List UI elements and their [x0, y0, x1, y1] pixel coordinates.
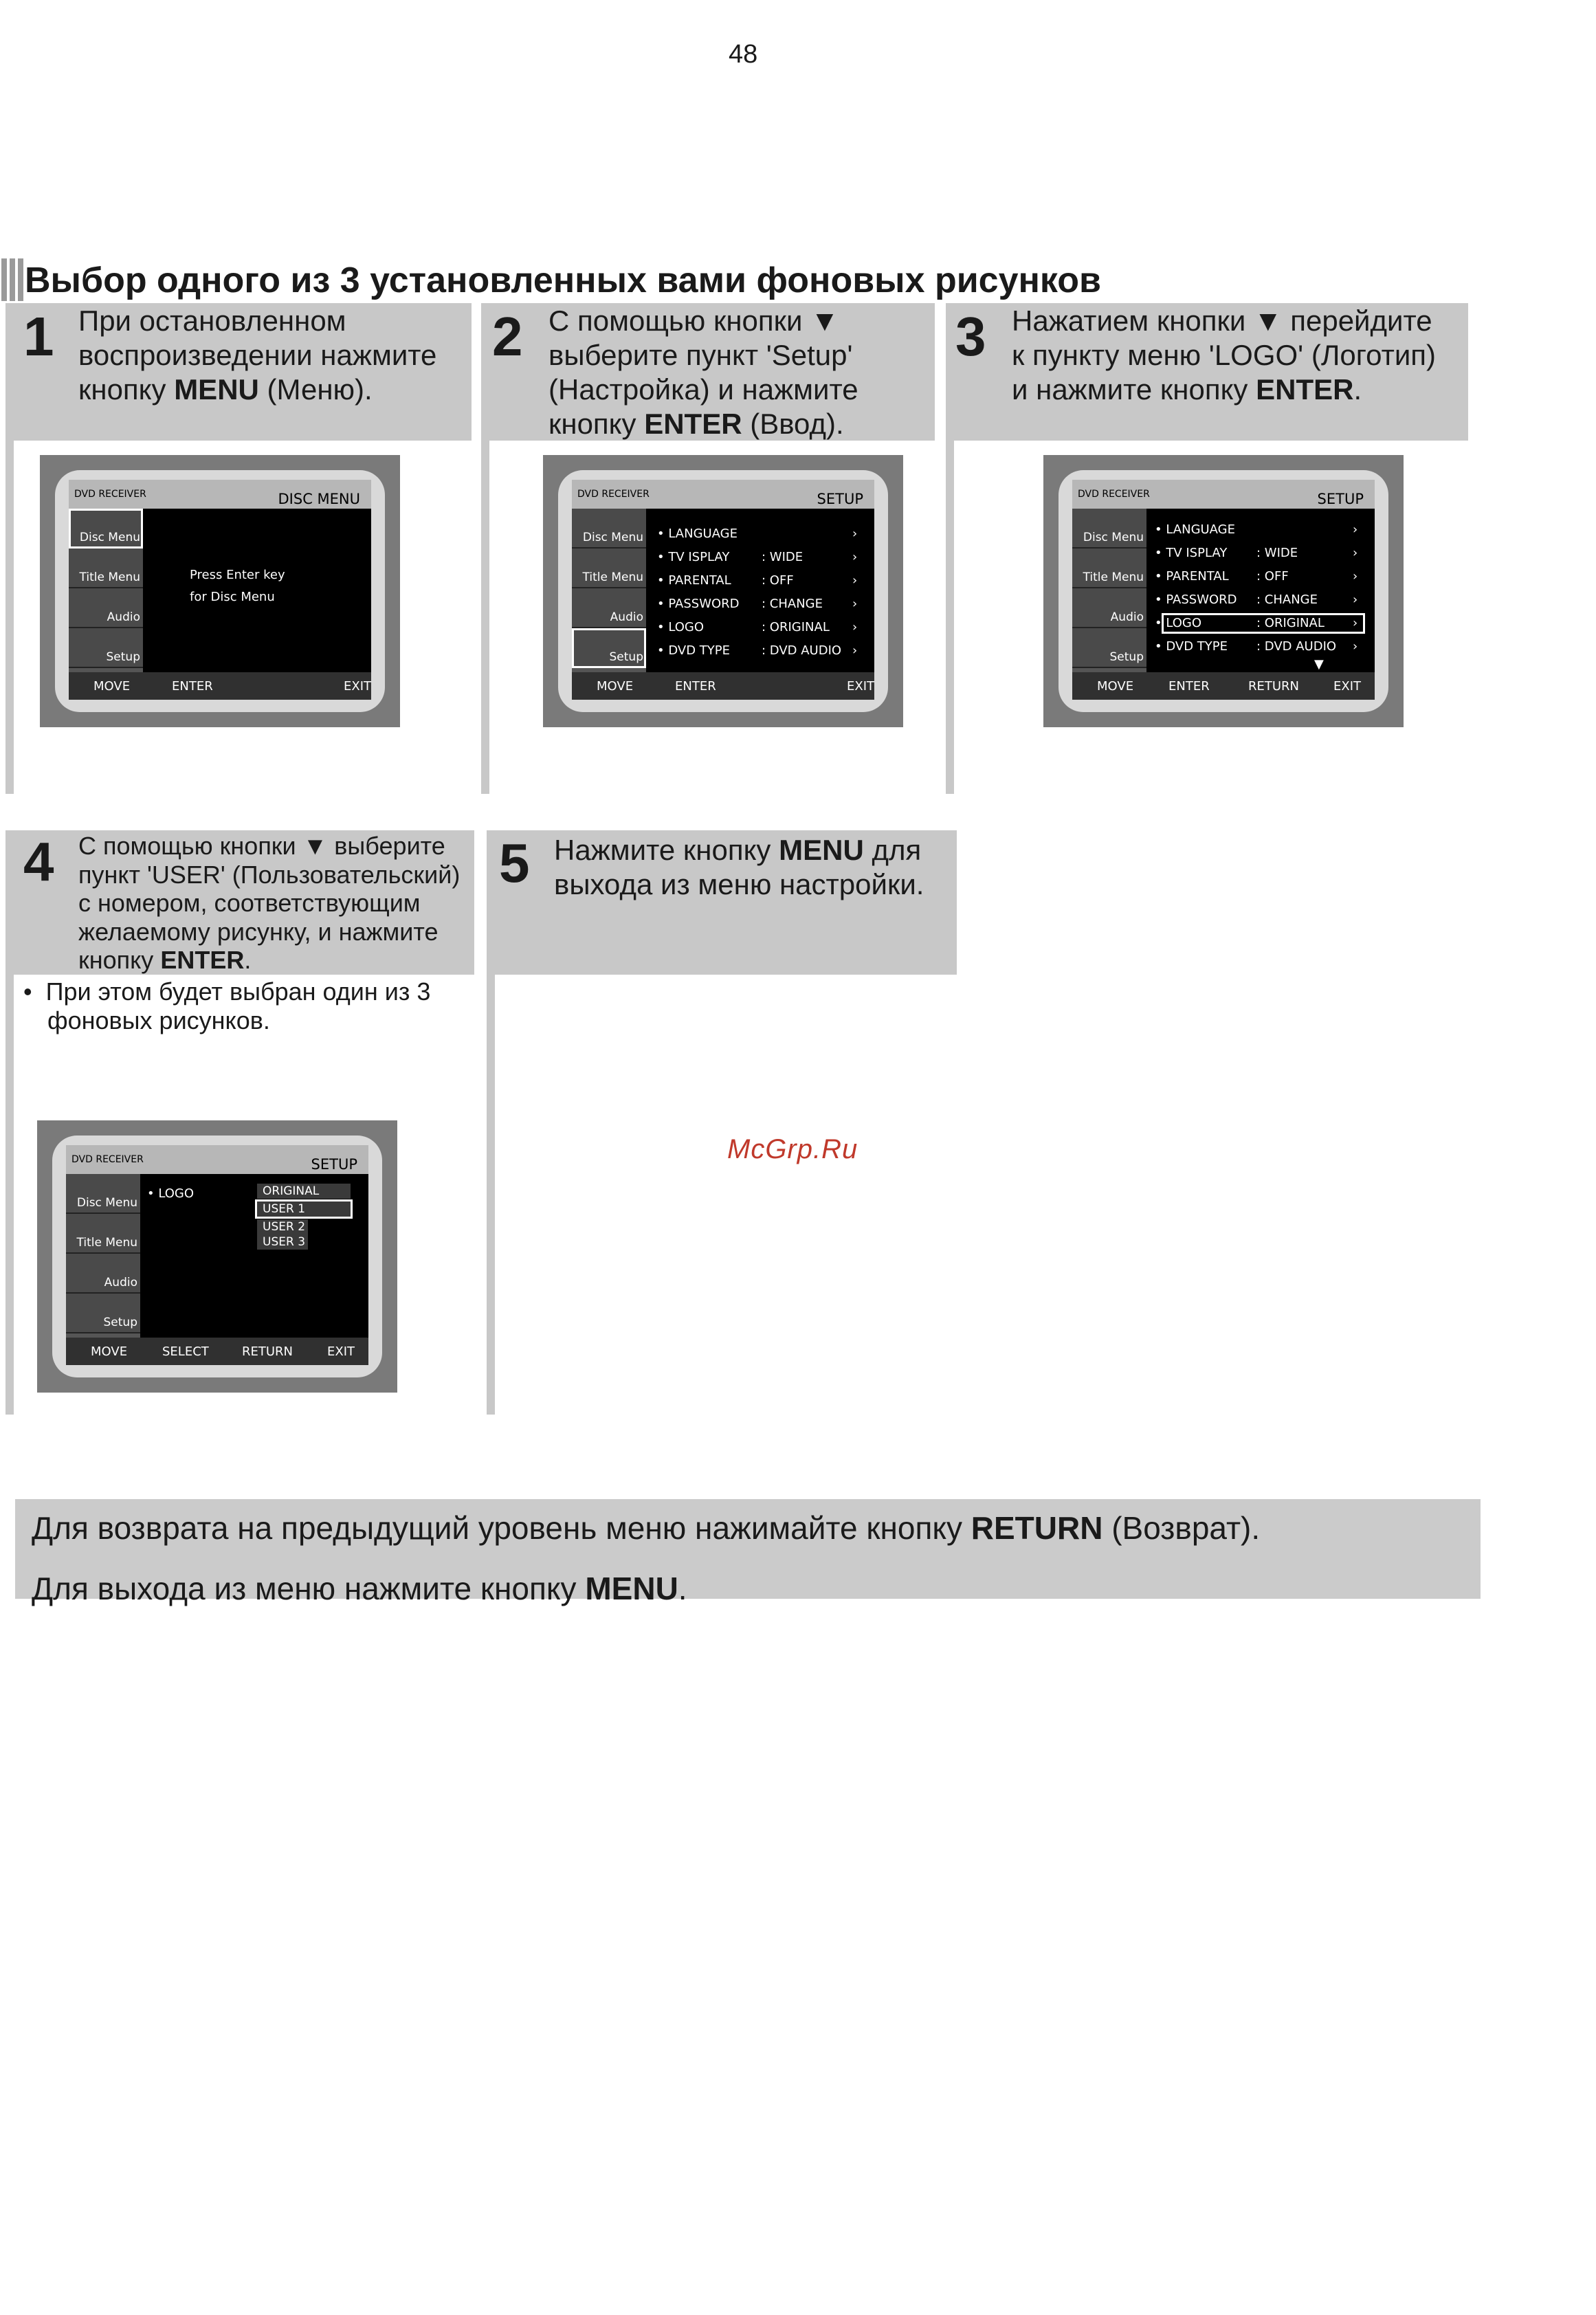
- step-3-text: Нажатием кнопки ▼ перейдите к пункту меню 'LOGO' (Логотип) и нажмите кнопку ENTER.: [1012, 304, 1437, 406]
- step-1-number: 1: [23, 306, 54, 367]
- logo-option-user3: USER 3: [257, 1234, 308, 1250]
- osd-press-enter: Press Enter key: [190, 568, 285, 582]
- step-5-text: Нажмите кнопку MENU для выхода из меню настройки.: [554, 834, 924, 900]
- osd-for-disc-menu: for Disc Menu: [190, 590, 275, 604]
- step-3-stripe: [946, 441, 954, 794]
- osd-side-setup: Setup: [69, 628, 143, 668]
- step-3-number: 3: [955, 306, 986, 367]
- title-marker: [1, 258, 25, 301]
- page-title: Выбор одного из 3 установленных вами фоновых рисунков: [25, 261, 1101, 300]
- step-5-number: 5: [499, 832, 530, 894]
- step-4-bullet: • При этом будет выбран один из 3 фоновых рисунков.: [23, 977, 431, 1034]
- page-number: 48: [729, 40, 758, 69]
- osd-side-audio: Audio: [69, 588, 143, 628]
- step-2-number: 2: [492, 306, 523, 367]
- step-4-stripe: [5, 975, 14, 1415]
- step-4-text: С помощью кнопки ▼ выберите пункт 'USER' (Пользовательский) с номером, соответствующим желаемому рисунку, и нажмите кнопку ENTER.: [78, 832, 461, 974]
- watermark: McGrp.Ru: [727, 1134, 858, 1164]
- step-2-stripe: [481, 441, 489, 794]
- osd-title: DISC MENU: [278, 491, 360, 507]
- step-2-text: С помощью кнопки ▼ выберите пункт 'Setup' (Настройка) и нажмите кнопку ENTER (Ввод).: [548, 304, 858, 440]
- logo-option-user2: USER 2: [257, 1219, 308, 1234]
- step-1-text: При остановленном воспроизведении нажмите кнопку MENU (Меню).: [78, 304, 437, 406]
- note-menu: Для выхода из меню нажмите кнопку MENU.: [32, 1571, 687, 1606]
- step-4-number: 4: [23, 831, 54, 892]
- logo-option-user1: USER 1: [257, 1201, 351, 1217]
- osd-side-title-menu: Title Menu: [69, 549, 143, 588]
- screen-setup-logo: DVD RECEIVER SETUP Disc Menu Title Menu Audio Setup • LANGUAGE • TV ISPLAY • PARENTAL • PASSWORD • LOGO • DVD TYPE › : WIDE : OFF : CHANGE : ORIGINAL : DVD AUDIO › › › › › ▼ MOVE ENTER RETURN EXIT: [1043, 455, 1404, 727]
- note-return: Для возврата на предыдущий уровень меню нажимайте кнопку RETURN (Возврат).: [32, 1510, 1261, 1546]
- step-5-stripe: [487, 975, 495, 1415]
- screen-disc-menu: DVD RECEIVER DISC MENU Disc Menu Title Menu Audio Setup Press Enter key for Disc Menu MOVE ENTER EXIT: [40, 455, 400, 727]
- logo-option-original: ORIGINAL: [257, 1184, 351, 1199]
- screen-logo-options: DVD RECEIVER SETUP Disc Menu Title Menu Audio Setup • LOGO ORIGINAL USER 1 USER 2 USER 3 MOVE SELECT RETURN EXIT: [37, 1120, 397, 1393]
- screen-setup: DVD RECEIVER SETUP Disc Menu Title Menu Audio Setup • LANGUAGE • TV ISPLAY • PARENTAL • PASSWORD • LOGO • DVD TYPE › : WIDE : OFF : CHANGE : ORIGINAL : DVD AUDIO › › › › › MOVE ENTER EXIT: [543, 455, 903, 727]
- step-1-stripe: [5, 441, 14, 794]
- osd-side-disc-menu: Disc Menu: [69, 509, 143, 549]
